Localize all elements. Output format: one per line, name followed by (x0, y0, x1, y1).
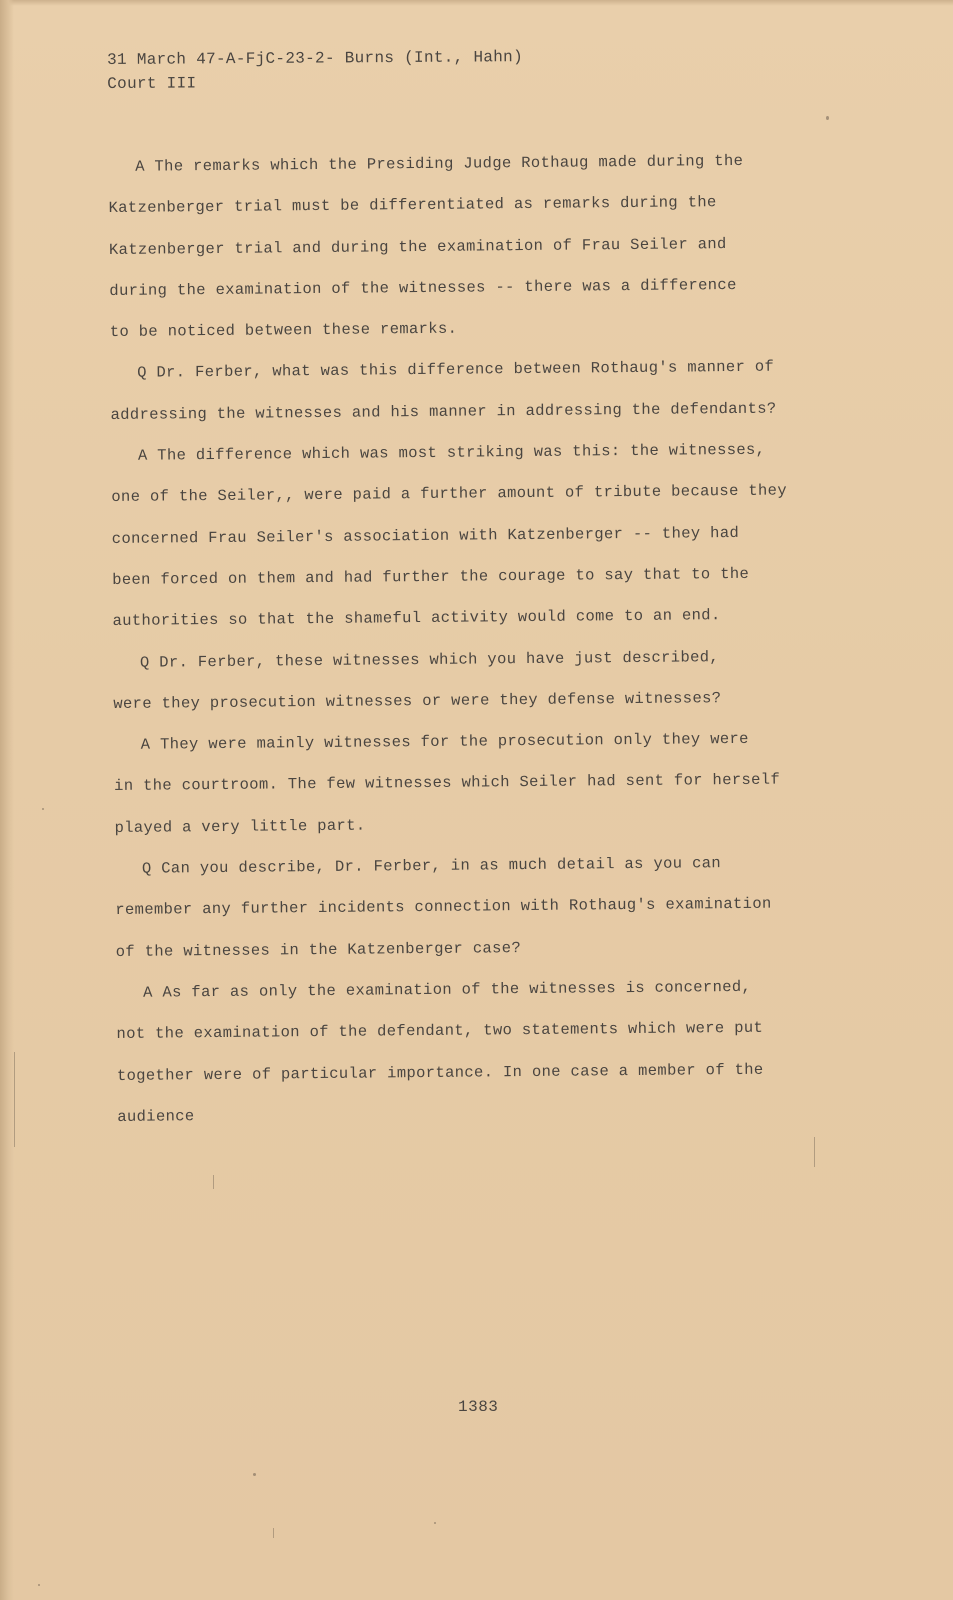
paper-speck (434, 1522, 436, 1524)
transcript-line: to be noticed between these remarks. (109, 319, 458, 342)
transcript-body (108, 140, 837, 1138)
transcript-line: Q Dr. Ferber, these witnesses which you have just described, (139, 647, 720, 672)
paper-speck (826, 116, 829, 120)
paper-speck (42, 808, 44, 810)
transcript-line: remember any further incidents connection with Rothaug's examination (115, 895, 772, 920)
header-citation: 31 March 47-A-FjC-23-2- Burns (Int., Hahn) (107, 48, 524, 69)
transcript-line: A They were mainly witnesses for the prosecution only they were (140, 730, 749, 754)
transcript-line: of the witnesses in the Katzenberger case? (115, 938, 522, 961)
transcript-line: concerned Frau Seiler's association with Katzenberger -- they had (111, 523, 740, 548)
transcript-line: Q Dr. Ferber, what was this difference between Rothaug's manner of (137, 358, 775, 383)
transcript-line: authorities so that the shameful activity would come to an end. (112, 606, 721, 631)
page-number: 1383 (458, 1398, 499, 1416)
page-left-edge (0, 0, 14, 1600)
transcript-line: Q Can you describe, Dr. Ferber, in as much detail as you can (141, 854, 722, 878)
margin-mark (213, 1175, 214, 1189)
transcript-line: Katzenberger trial must be differentiated as remarks during the (108, 193, 717, 218)
margin-mark (273, 1528, 274, 1538)
transcript-line: together were of particular importance. In one case a member of the (116, 1060, 764, 1085)
transcript-line: in the courtroom. The few witnesses which Seiler had sent for herself (114, 771, 781, 796)
transcript-line: A The remarks which the Presiding Judge Rothaug made during the (135, 151, 744, 176)
document-header (107, 45, 523, 96)
transcript-line: Katzenberger trial and during the examination of Frau Seiler and (108, 234, 727, 259)
transcript-line: been forced on them and had further the courage to say that to the (112, 564, 750, 589)
transcript-line: addressing the witnesses and his manner in addressing the defendants? (110, 399, 777, 424)
margin-mark (14, 1052, 15, 1147)
page-top-edge (0, 0, 953, 6)
transcript-line: were they prosecution witnesses or were they defense witnesses? (113, 688, 722, 713)
transcript-line: during the examination of the witnesses -- there was a difference (109, 275, 737, 300)
paper-speck (38, 1584, 40, 1586)
paper-speck (253, 1473, 256, 1476)
transcript-line: one of the Seiler,, were paid a further amount of tribute because they (111, 481, 788, 507)
margin-mark (814, 1137, 815, 1167)
header-court: Court III (107, 74, 197, 93)
transcript-line: A The difference which was most striking was this: the witnesses, (137, 440, 766, 465)
transcript-line: not the examination of the defendant, two statements which were put (116, 1018, 764, 1044)
transcript-line: audience (117, 1107, 195, 1126)
transcript-line: A As far as only the examination of the witnesses is concerned, (143, 977, 752, 1002)
transcript-line: played a very little part. (114, 816, 366, 837)
